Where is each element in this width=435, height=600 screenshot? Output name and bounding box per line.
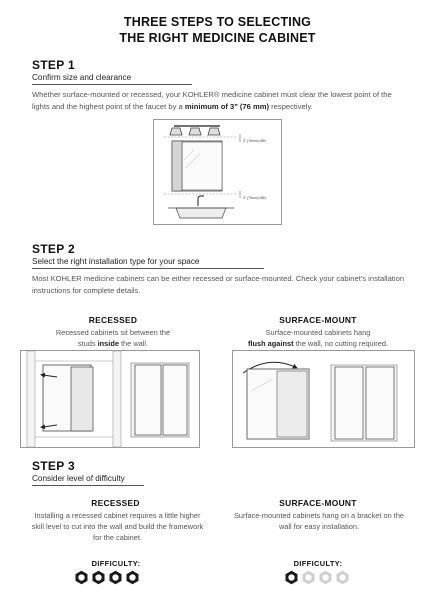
step2-surface-heading: SURFACE-MOUNT (279, 315, 357, 325)
step3-heading: STEP 3 (32, 459, 75, 473)
page-title (0, 14, 435, 46)
surface-difficulty-rating (284, 570, 350, 585)
recessed-illustration (20, 350, 200, 448)
hex-nut-empty-icon (301, 570, 316, 585)
step1-underline (32, 84, 192, 85)
hex-nut-filled-icon (284, 570, 299, 585)
recessed-difficulty-label: DIFFICULTY: (91, 559, 141, 568)
top-clearance-label: 3" (76mm) MIN (243, 139, 266, 143)
title-line-2: THE RIGHT MEDICINE CABINET (119, 31, 316, 45)
step2-subheading: Select the right installation type for your space (32, 257, 200, 266)
step1-subheading: Confirm size and clearance (32, 73, 132, 82)
vanity-light-icon (170, 128, 220, 135)
step1-heading: STEP 1 (32, 58, 75, 72)
title-line-1: THREE STEPS TO SELECTING (123, 15, 312, 29)
hex-nut-filled-icon (108, 570, 123, 585)
step1-paragraph: Whether surface-mounted or recessed, your KOHLER® medicine cabinet must clear the lowest point of the lights and the highest point of the faucet by a minimum of 3" (76 mm) respectively. (32, 90, 392, 111)
step2-heading: STEP 2 (32, 242, 75, 256)
surface-difficulty-label: DIFFICULTY: (293, 559, 343, 568)
step3-recessed-text: Installing a recessed cabinet requires a little higher skill level to cut into the wall and build the framework for the cabinet. (31, 511, 204, 542)
step2-recessed-text: Recessed cabinets sit between the studs inside the wall. (55, 328, 171, 348)
hex-nut-filled-icon (91, 570, 106, 585)
surface-mount-illustration (232, 350, 415, 448)
hex-nut-empty-icon (318, 570, 333, 585)
step3-surface-text: Surface-mounted cabinets hang on a bracket on the wall for easy installation. (233, 511, 405, 531)
step3-subheading: Consider level of difficulty (32, 474, 125, 483)
recessed-difficulty-rating (74, 570, 140, 585)
step2-underline (32, 268, 264, 269)
clearance-diagram (153, 119, 282, 225)
step3-recessed-heading: RECESSED (91, 498, 140, 508)
step2-recessed-heading: RECESSED (88, 315, 138, 325)
step3-underline (32, 485, 144, 486)
hex-nut-filled-icon (74, 570, 89, 585)
step2-paragraph: Most KOHLER medicine cabinets can be either recessed or surface-mounted. Check your cabinet's installation instructions for complete details. (32, 274, 405, 295)
step2-surface-text: Surface-mounted cabinets hang flush against the wall, no cutting required. (247, 328, 389, 348)
hex-nut-empty-icon (335, 570, 350, 585)
bottom-clearance-label: 3" (76mm) MIN (243, 196, 266, 200)
step3-surface-heading: SURFACE-MOUNT (279, 498, 357, 508)
hex-nut-filled-icon (125, 570, 140, 585)
